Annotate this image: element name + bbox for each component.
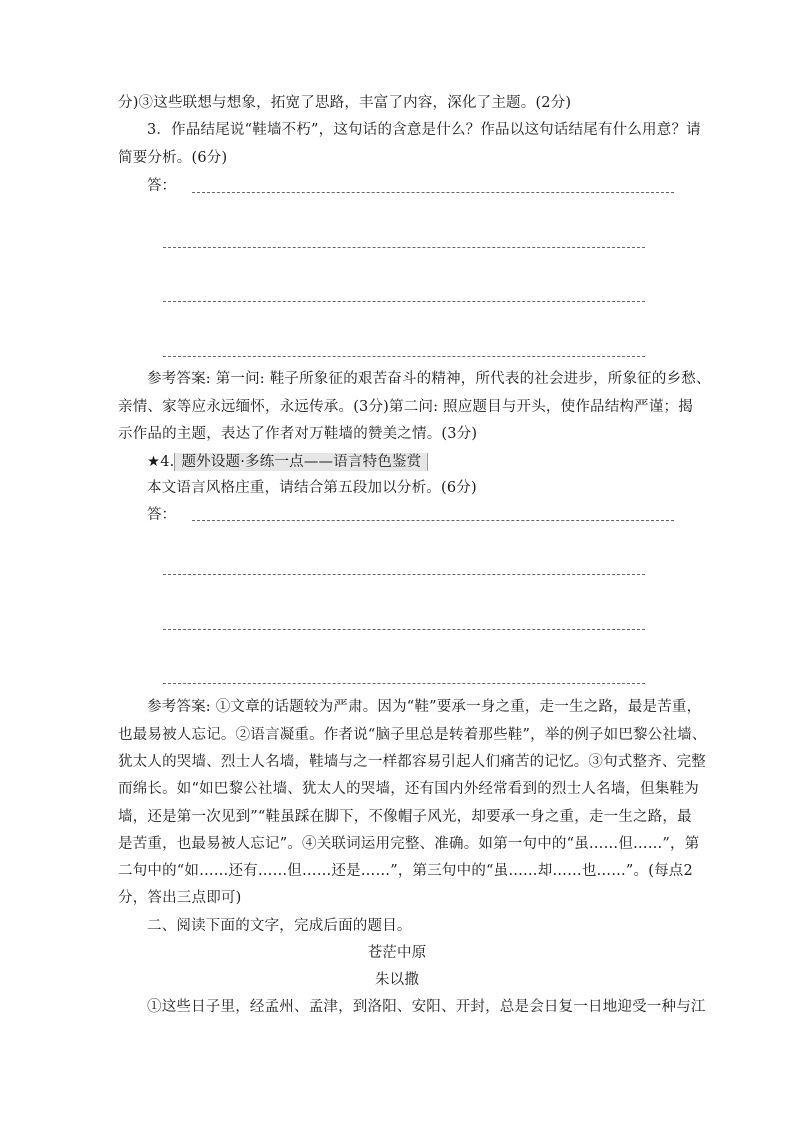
reference-answer-line: 分，答出三点即可) [118,890,242,906]
reference-answer-line: 亲情、家等应永远缅怀，永远传承。(3分)第二问: 照应题目与开头，使作品结构严谨；揭 [118,399,693,415]
reference-answer-line: 是苦重，也最易被人忘记”。④关联词运用完整、准确。如第一句中的“虽……但……”，第 [118,836,700,852]
answer-line[interactable] [163,356,645,357]
reference-answer-line: 而绵长。如“如巴黎公社墙、犹太人的哭墙，还有国内外经常看到的烈士人名墙，但集鞋为 [118,781,699,797]
extra-question-tag: 题外设题·多练一点——语言特色鉴赏 [174,453,428,471]
reference-answer-line: 二句中的“如……还有……但……还是……”，第三句中的“虽……却……也……”。(每点2 [118,863,693,879]
answer-label: 答： [147,178,176,194]
answer-line[interactable] [192,520,674,521]
article-paragraph-line: ①这些日子里，经孟州、孟津，到洛阳、安阳、开封，总是会日复一日地迎受一种与江 [147,999,706,1015]
reference-answer-line: 墙，还是第一次见到”“鞋虽踩在脚下，不像帽子风光，却要承一身之重，走一生之路，最 [118,809,692,825]
reference-answer-line: 参考答案: 第一问: 鞋子所象征的艰苦奋斗的精神，所代表的社会进步，所象征的乡愁、 [147,371,711,387]
text-line: 分)③这些联想与想象，拓宽了思路，丰富了内容，深化了主题。(2分) [118,95,572,111]
question-3-line: 简要分析。(6分) [118,150,228,166]
reference-answer-line: 参考答案: ①文章的话题较为严肃。因为“鞋”要承一身之重，走一生之路，最是苦重， [147,699,702,715]
question-4-header [147,452,678,472]
reference-answer-line: 也最易被人忘记。②语言凝重。作者说“脑子里总是转着那些鞋”，举的例子如巴黎公社墙、 [118,727,707,743]
article-title: 苍茫中原 [367,945,427,961]
question-4-line: 本文语言风格庄重，请结合第五段加以分析。(6分) [147,480,477,496]
answer-line[interactable] [192,192,674,193]
answer-line[interactable] [163,301,645,302]
answer-line[interactable] [163,629,645,630]
article-author: 朱以撒 [374,972,420,988]
answer-label: 答： [147,507,176,523]
reference-answer-line: 犹太人的哭墙、烈士人名墙，鞋墙与之一样都容易引起人们痛苦的记忆。③句式整齐、完整 [118,754,706,770]
answer-line[interactable] [163,683,645,684]
answer-line[interactable] [163,574,645,575]
section-heading: 二、阅读下面的文字，完成后面的题目。 [147,918,412,934]
question-3-line: 3．作品结尾说“鞋墙不朽”，这句话的含意是什么？作品以这句话结尾有什么用意？请 [147,122,701,138]
reference-answer-line: 示作品的主题，表达了作者对万鞋墙的赞美之情。(3分) [118,426,478,442]
answer-line[interactable] [163,247,645,248]
question-4-number: ★4. [147,454,175,470]
